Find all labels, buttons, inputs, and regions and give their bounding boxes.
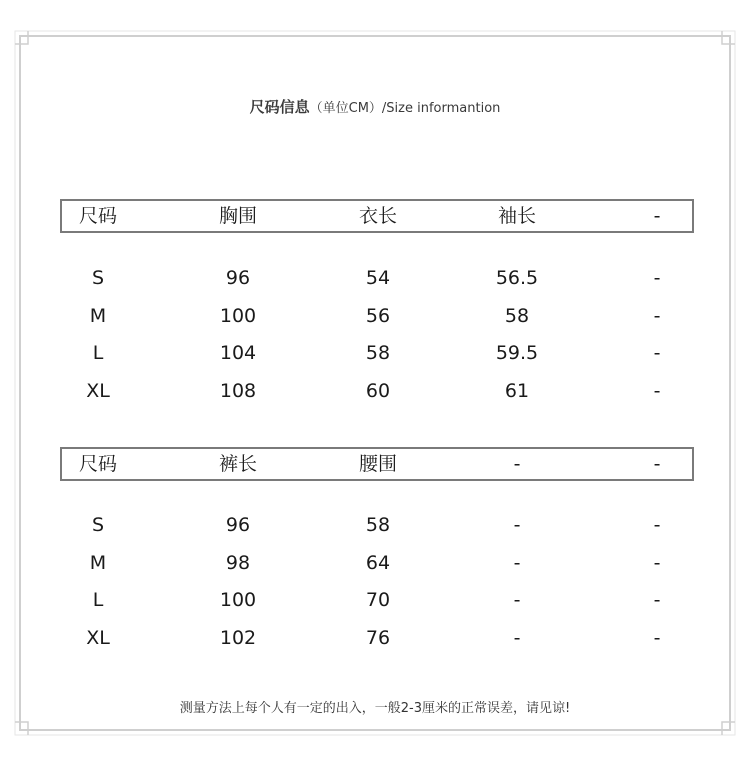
table-cell: 108 [219,380,257,402]
table-cell: L [92,342,104,364]
table-cell: L [92,589,104,611]
table-cell: 58 [504,305,530,327]
top-header-blank: - [653,205,661,227]
bottom-header-waist: 腰围 [358,453,397,475]
table-cell: M [89,305,107,327]
table-cell: 54 [365,267,391,289]
measurement-note: 测量方法上每个人有一定的出入，一般2-3厘米的正常误差，请见谅! [179,701,571,716]
table-cell: 98 [225,552,251,574]
table-cell: XL [86,380,110,402]
table-cell: - [653,267,661,289]
top-header-sleeve: 袖长 [497,205,536,227]
top-header-size: 尺码 [78,205,117,227]
bottom-header-blank: - [653,453,661,475]
table-cell: S [91,267,105,289]
table-cell: - [513,589,521,611]
table-cell: XL [86,627,110,649]
table-cell: - [653,305,661,327]
table-cell: - [653,380,661,402]
table-cell: - [653,627,661,649]
table-cell: 96 [225,267,251,289]
table-cell: 58 [365,514,391,536]
table-cell: - [653,342,661,364]
size-info-title [0,96,750,117]
bottom-header-pants-length: 裤长 [218,453,257,475]
table-cell: 76 [365,627,391,649]
table-cell: 102 [219,627,257,649]
table-cell: 104 [219,342,257,364]
table-cell: 56 [365,305,391,327]
top-header-chest: 胸围 [218,205,257,227]
table-cell: S [91,514,105,536]
table-cell: 56.5 [495,267,539,289]
title-unit: （单位CM）/Size informantion [309,101,501,116]
bottom-header-size: 尺码 [78,453,117,475]
table-cell: - [653,514,661,536]
table-cell: 70 [365,589,391,611]
table-cell: - [513,514,521,536]
table-cell: M [89,552,107,574]
table-cell: - [513,552,521,574]
title-main: 尺码信息 [249,98,310,116]
bottom-header-blank: - [513,453,521,475]
table-cell: 60 [365,380,391,402]
table-cell: 96 [225,514,251,536]
top-header-length: 衣长 [358,205,397,227]
table-cell: 100 [219,589,257,611]
table-cell: 64 [365,552,391,574]
table-cell: 58 [365,342,391,364]
table-cell: 100 [219,305,257,327]
table-cell: 61 [504,380,530,402]
table-cell: - [653,552,661,574]
table-cell: 59.5 [495,342,539,364]
table-cell: - [513,627,521,649]
table-cell: - [653,589,661,611]
